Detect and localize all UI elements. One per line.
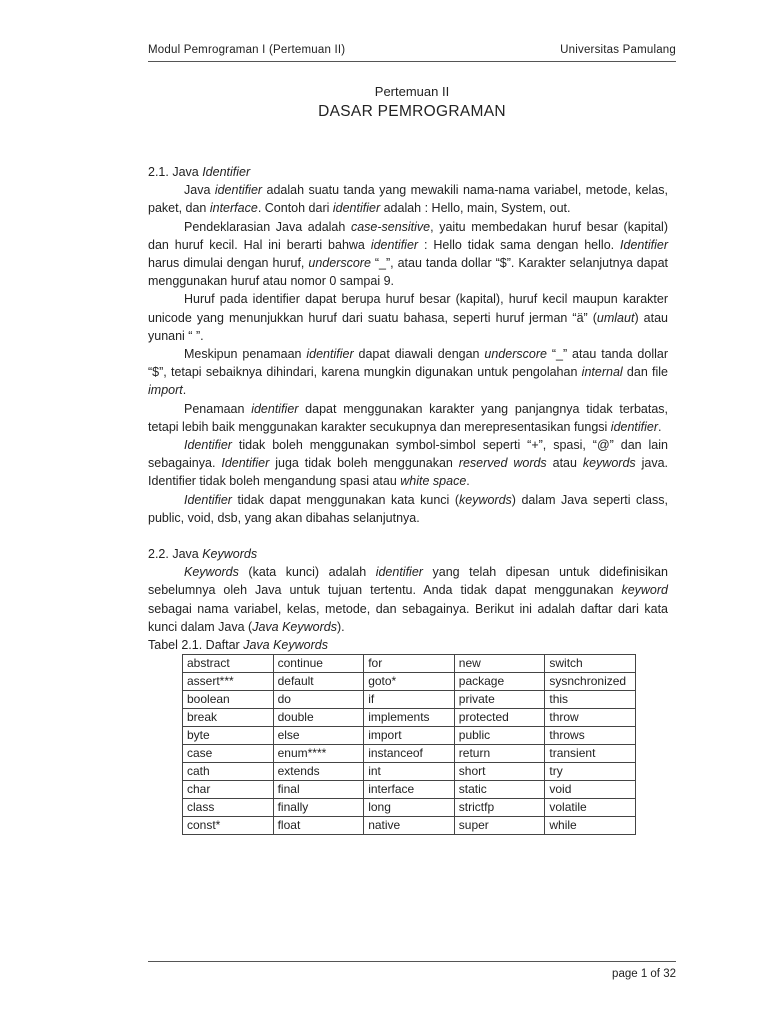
paragraph: Keywords (kata kunci) adalah identifier yang telah dipesan untuk didefinisikan sebelumnya oleh Java untuk tujuan tertentu. Anda tidak dapat menggunakan keyword sebagai nama variabel, kelas, metode, dan sebagainya. Berikut ini adalah daftar dari kata kunci dalam Java (Java Keywords). xyxy=(148,565,668,634)
table-cell: while xyxy=(545,817,636,835)
table-cell: if xyxy=(364,691,455,709)
section-spacer xyxy=(148,527,668,545)
table-cell: static xyxy=(454,781,545,799)
table-row xyxy=(183,709,636,727)
table-cell: for xyxy=(364,655,455,673)
table-row xyxy=(183,727,636,745)
table-cell: boolean xyxy=(183,691,274,709)
table-cell: final xyxy=(273,781,364,799)
table-cell: else xyxy=(273,727,364,745)
paragraph: Meskipun penamaan identifier dapat diawali dengan underscore “_” atau tanda dollar “$”, tetapi sebaiknya dihindari, karena mungkin digunakan untuk pengolahan internal dan file import. xyxy=(148,347,669,398)
table-row xyxy=(183,673,636,691)
table-cell: cath xyxy=(183,763,274,781)
table-cell: new xyxy=(454,655,545,673)
paragraph: Java identifier adalah suatu tanda yang mewakili nama-nama variabel, metode, kelas, paket, dan interface. Contoh dari identifier adalah : Hello, main, System, out. xyxy=(148,183,668,216)
java-keywords-table xyxy=(182,654,636,835)
table-cell: class xyxy=(183,799,274,817)
table-cell: char xyxy=(183,781,274,799)
header-module-title: Modul Pemrograman I (Pertemuan II) xyxy=(148,44,346,56)
table-cell: short xyxy=(454,763,545,781)
section-heading-em: Keywords xyxy=(202,547,258,562)
table-cell: strictfp xyxy=(454,799,545,817)
table-cell: switch xyxy=(545,655,636,673)
table-cell: long xyxy=(364,799,455,817)
table-cell: throws xyxy=(545,727,636,745)
table-cell: enum**** xyxy=(273,745,364,763)
section-heading-identifier xyxy=(148,163,668,181)
table-row xyxy=(183,817,636,835)
table-row xyxy=(183,691,636,709)
page-footer xyxy=(148,961,676,980)
table-cell: interface xyxy=(364,781,455,799)
paragraph: Penamaan identifier dapat menggunakan karakter yang panjangnya tidak terbatas, tetapi lebih baik menggunakan karakter secukupnya dan merepresentasikan fungsi identifier. xyxy=(148,401,669,434)
table-cell: implements xyxy=(364,709,455,727)
header-university: Universitas Pamulang xyxy=(560,44,676,56)
table-cell: case xyxy=(183,745,274,763)
table-cell: extends xyxy=(273,763,364,781)
table-cell: sysnchronized xyxy=(545,673,636,691)
table-cell: continue xyxy=(273,655,364,673)
paragraph: Identifier tidak dapat menggunakan kata kunci (keywords) dalam Java seperti class, public, void, dsb, yang akan dibahas selanjutnya. xyxy=(148,492,668,525)
section-heading-keywords xyxy=(148,545,668,563)
paragraph: Huruf pada identifier dapat berupa huruf besar (kapital), huruf kecil maupun karakter unicode yang menunjukkan huruf dari suatu bahasa, seperti huruf jerman “ä” (umlaut) atau yunani “ ”. xyxy=(148,292,668,343)
table-row xyxy=(183,799,636,817)
page-number: page 1 of 32 xyxy=(612,968,676,980)
table-cell: break xyxy=(183,709,274,727)
section-number: 2.2. Java xyxy=(148,547,203,562)
table-cell: byte xyxy=(183,727,274,745)
table-cell: return xyxy=(454,745,545,763)
table-cell: instanceof xyxy=(364,745,455,763)
table-cell: finally xyxy=(273,799,364,817)
table-cell: super xyxy=(454,817,545,835)
chapter-subtitle: Pertemuan II xyxy=(374,84,450,99)
table-cell: do xyxy=(273,691,364,709)
table-row xyxy=(183,745,636,763)
table-cell: int xyxy=(364,763,455,781)
section-number: 2.1. Java xyxy=(148,165,203,179)
chapter-title: DASAR PEMROGRAMAN xyxy=(318,103,506,120)
table-body xyxy=(183,655,636,835)
table-caption: Tabel 2.1. Daftar Java Keywords xyxy=(148,638,328,653)
document-body xyxy=(148,163,668,835)
table-row xyxy=(183,781,636,799)
table-row xyxy=(183,763,636,781)
table-cell: package xyxy=(454,673,545,691)
chapter-title-block xyxy=(148,84,676,121)
table-cell: native xyxy=(364,817,455,835)
table-cell: try xyxy=(545,763,636,781)
table-cell: volatile xyxy=(545,799,636,817)
table-cell: void xyxy=(545,781,636,799)
table-cell: transient xyxy=(545,745,636,763)
section-heading-em: Identifier xyxy=(202,165,251,179)
page-header xyxy=(148,44,676,62)
table-cell: private xyxy=(454,691,545,709)
table-cell: abstract xyxy=(183,655,274,673)
table-cell: assert*** xyxy=(183,673,274,691)
table-cell: this xyxy=(545,691,636,709)
table-row xyxy=(183,655,636,673)
table-cell: throw xyxy=(545,709,636,727)
table-cell: public xyxy=(454,727,545,745)
paragraph: Identifier tidak boleh menggunakan symbol-simbol seperti “+”, spasi, “@” dan lain sebagainya. Identifier juga tidak boleh menggunakan reserved words atau keywords java. Identifier tidak boleh mengandung spasi atau white space. xyxy=(148,438,669,489)
paragraph: Pendeklarasian Java adalah case-sensitive, yaitu membedakan huruf besar (kapital) dan huruf kecil. Hal ini berarti bahwa identifier : Hello tidak sama dengan hello. Identifier harus dimulai dengan huruf, underscore “_”, atau tanda dollar “$”. Karakter selanjutnya dapat menggunakan huruf atau nomor 0 sampai 9. xyxy=(148,219,669,289)
table-cell: protected xyxy=(454,709,545,727)
table-cell: const* xyxy=(183,817,274,835)
table-cell: double xyxy=(273,709,364,727)
table-cell: float xyxy=(273,817,364,835)
table-cell: default xyxy=(273,673,364,691)
table-cell: goto* xyxy=(364,673,455,691)
table-cell: import xyxy=(364,727,455,745)
